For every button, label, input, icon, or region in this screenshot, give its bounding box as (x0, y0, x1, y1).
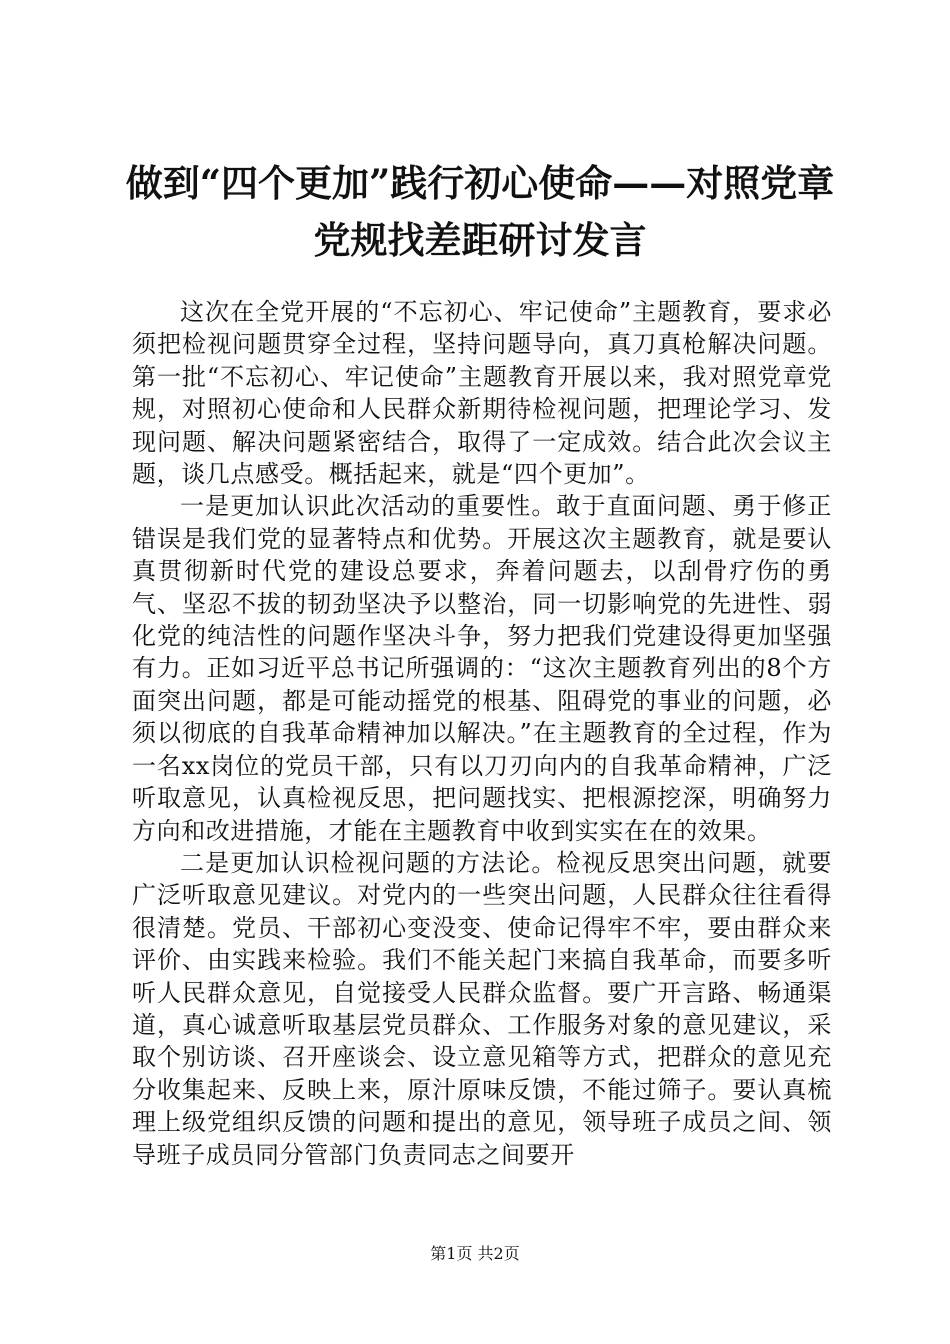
paragraph-point-two: 二是更加认识检视问题的方法论。检视反思突出问题，就要广泛听取意见建议。对党内的一些突出问题，人民群众往往看得很清楚。党员、干部初心变没变、使命记得牢不牢，要由群众来评价、由实践来检验。我们不能关起门来搞自我革命，而要多听听人民群众意见，自觉接受人民群众监督。要广开言路、畅通渠道，真心诚意听取基层党员群众、工作服务对象的意见建议，采取个别访谈、召开座谈会、设立意见箱等方式，把群众的意见充分收集起来、反映上来，原汁原味反馈，不能过筛子。要认真梳理上级党组织反馈的问题和提出的意见，领导班子成员之间、领导班子成员同分管部门负责同志之间要开 (132, 848, 832, 1169)
paragraph-point-one: 一是更加认识此次活动的重要性。敢于直面问题、勇于修正错误是我们党的显著特点和优势。开展这次主题教育，就是要认真贯彻新时代党的建设总要求，奔着问题去，以刮骨疗伤的勇气、坚忍不拔的韧劲坚决予以整治，同一切影响党的先进性、弱化党的纯洁性的问题作坚决斗争，努力把我们党建设得更加坚强有力。正如习近平总书记所强调的：“这次主题教育列出的8个方面突出问题，都是可能动摇党的根基、阻碍党的事业的问题，必须以彻底的自我革命精神加以解决。”在主题教育的全过程，作为一名xx岗位的党员干部，只有以刀刃向内的自我革命精神，广泛听取意见，认真检视反思，把问题找实、把根源挖深，明确努力方向和改进措施，才能在主题教育中收到实实在在的效果。 (132, 492, 832, 845)
document-title-line-1: 做到“四个更加”践行初心使命——对照党章 (125, 161, 835, 205)
document-body (132, 296, 832, 1171)
page-number-footer: 第1页 共2页 (430, 1244, 520, 1263)
paragraph-intro: 这次在全党开展的“不忘初心、牢记使命”主题教育，要求必须把检视问题贯穿全过程，坚持问题导向，真刀真枪解决问题。第一批“不忘初心、牢记使命”主题教育开展以来，我对照党章党规，对照初心使命和人民群众新期待检视问题，把理论学习、发现问题、解决问题紧密结合，取得了一定成效。结合此次会议主题，谈几点感受。概括起来，就是“四个更加”。 (132, 298, 832, 489)
document-title-line-2: 党规找差距研讨发言 (313, 218, 647, 262)
